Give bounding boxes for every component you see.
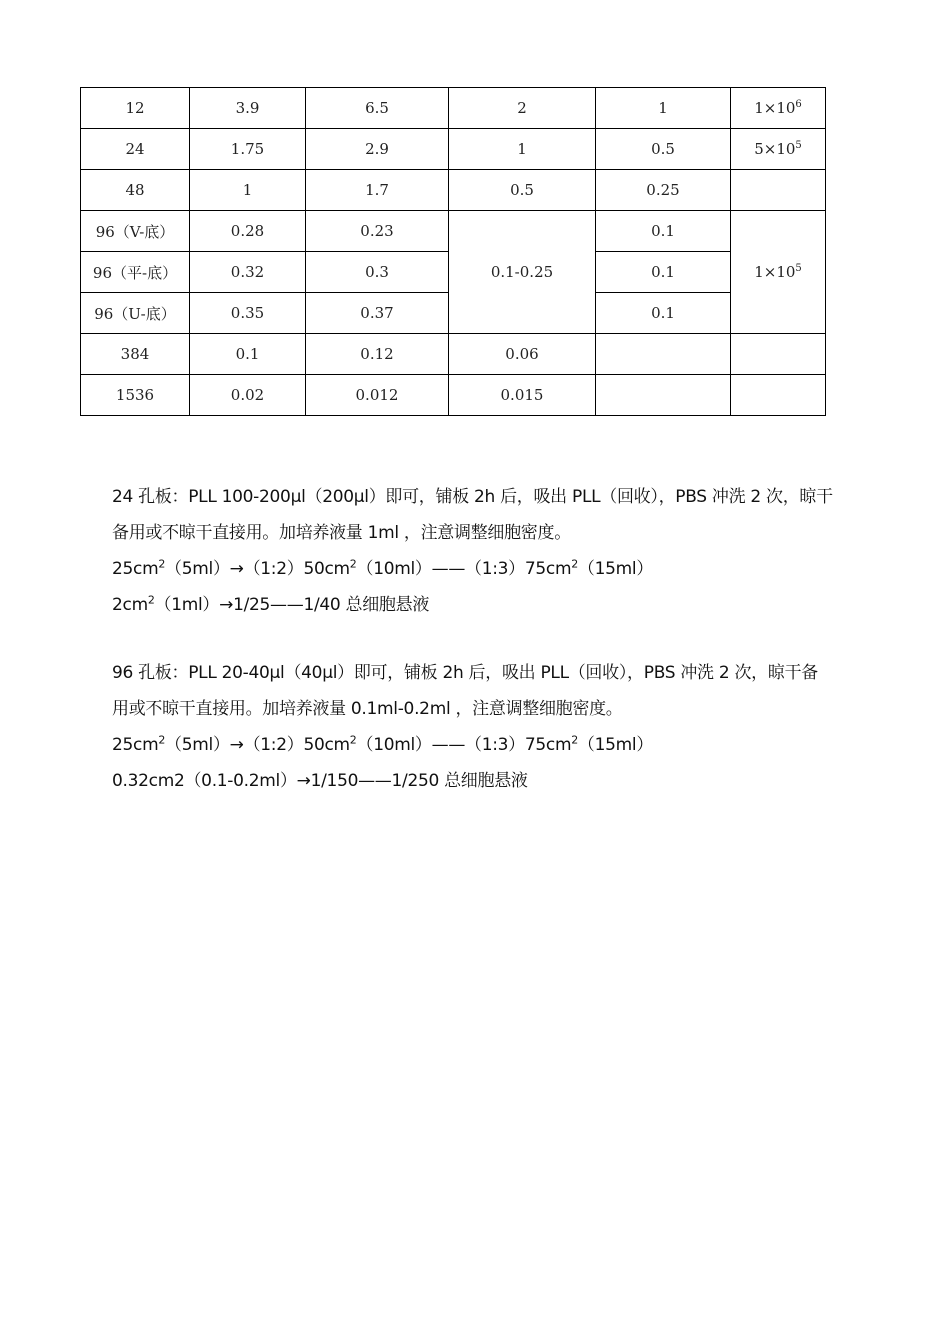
density-base: 5×10 — [754, 140, 796, 158]
table-cell: 0.1 — [596, 293, 731, 334]
note-text: （10ml）——（1:3）75cm — [356, 559, 572, 579]
density-base: 1×10 — [754, 99, 796, 117]
note-line — [112, 551, 832, 587]
note-line — [112, 587, 832, 623]
superscript: 2 — [158, 557, 166, 571]
note-text: 25cm — [112, 735, 159, 755]
table-cell: 1 — [449, 129, 596, 170]
superscript: 2 — [158, 733, 166, 747]
note-line: 备用或不晾干直接用。加培养液量 1ml ，注意调整细胞密度。 — [112, 523, 571, 543]
table-cell: 6.5 — [306, 88, 449, 129]
note-line: 0.32cm2（0.1-0.2ml）→1/150——1/250 总细胞悬液 — [112, 771, 528, 791]
table-cell: 0.5 — [449, 170, 596, 211]
table-cell: 0.3 — [306, 252, 449, 293]
table-cell: 0.35 — [190, 293, 306, 334]
cell-density-cell — [731, 129, 826, 170]
table-cell: 0.1 — [596, 211, 731, 252]
note-96-well — [112, 655, 832, 799]
superscript: 2 — [571, 557, 578, 571]
table-cell: 2.9 — [306, 129, 449, 170]
superscript: 2 — [571, 733, 578, 747]
table-cell: 0.012 — [306, 375, 449, 416]
table-cell: 0.1 — [596, 252, 731, 293]
note-text: （15ml） — [577, 559, 654, 579]
note-line: 96 孔板：PLL 20-40μl（40μl）即可，铺板 2h 后，吸出 PLL（回收），PBS 冲洗 2 次，晾干备 — [112, 663, 818, 683]
table-cell: 0.1 — [190, 334, 306, 375]
note-text: （5ml）→（1:2）50cm — [165, 559, 350, 579]
plate-cell: 1536 — [81, 375, 190, 416]
table-row — [81, 375, 826, 416]
note-text: （5ml）→（1:2）50cm — [165, 735, 350, 755]
table-row — [81, 88, 826, 129]
table-cell: 0.23 — [306, 211, 449, 252]
table-row — [81, 170, 826, 211]
density-exponent: 6 — [795, 99, 802, 110]
table-cell: 1.75 — [190, 129, 306, 170]
table-cell: 0.06 — [449, 334, 596, 375]
merged-96-volume-cell: 0.1-0.25 — [449, 211, 596, 334]
table-cell: 3.9 — [190, 88, 306, 129]
table-cell: 2 — [449, 88, 596, 129]
table-cell: 0.37 — [306, 293, 449, 334]
note-line — [112, 727, 832, 763]
merged-96-density-cell — [731, 211, 826, 334]
table-cell: 0.28 — [190, 211, 306, 252]
note-24-well — [112, 479, 832, 623]
plate-cell: 12 — [81, 88, 190, 129]
note-text: （10ml）——（1:3）75cm — [356, 735, 572, 755]
plate-table — [80, 87, 826, 416]
superscript: 2 — [349, 733, 357, 747]
table-cell: 0.32 — [190, 252, 306, 293]
cell-density-cell — [731, 88, 826, 129]
table-cell: 1 — [190, 170, 306, 211]
density-exponent: 5 — [795, 140, 802, 151]
table-cell: 1.7 — [306, 170, 449, 211]
note-text: 2cm — [112, 595, 148, 615]
superscript: 2 — [147, 593, 155, 607]
table-row — [81, 129, 826, 170]
table-cell: 1 — [596, 88, 731, 129]
empty-cell — [596, 375, 731, 416]
note-line: 用或不晾干直接用。加培养液量 0.1ml-0.2ml ，注意调整细胞密度。 — [112, 699, 623, 719]
note-text: 25cm — [112, 559, 159, 579]
table-cell: 0.12 — [306, 334, 449, 375]
table-cell: 0.5 — [596, 129, 731, 170]
empty-cell — [731, 375, 826, 416]
note-line: 24 孔板：PLL 100-200μl（200μl）即可，铺板 2h 后，吸出 PLL（回收），PBS 冲洗 2 次，晾干 — [112, 487, 833, 507]
plate-cell: 96（平-底） — [81, 252, 190, 293]
plate-cell: 384 — [81, 334, 190, 375]
plate-cell: 48 — [81, 170, 190, 211]
density-exponent: 5 — [795, 263, 802, 274]
density-base: 1×10 — [754, 263, 796, 281]
note-text: （1ml）→1/25——1/40 总细胞悬液 — [154, 595, 430, 615]
empty-cell — [731, 334, 826, 375]
table-row — [81, 334, 826, 375]
table-cell: 0.25 — [596, 170, 731, 211]
superscript: 2 — [349, 557, 357, 571]
table-cell: 0.02 — [190, 375, 306, 416]
plate-cell: 24 — [81, 129, 190, 170]
plate-cell: 96（U-底） — [81, 293, 190, 334]
table-row — [81, 211, 826, 252]
plate-cell: 96（V-底） — [81, 211, 190, 252]
table-cell: 0.015 — [449, 375, 596, 416]
empty-cell — [596, 334, 731, 375]
note-text: （15ml） — [577, 735, 654, 755]
empty-cell — [731, 170, 826, 211]
